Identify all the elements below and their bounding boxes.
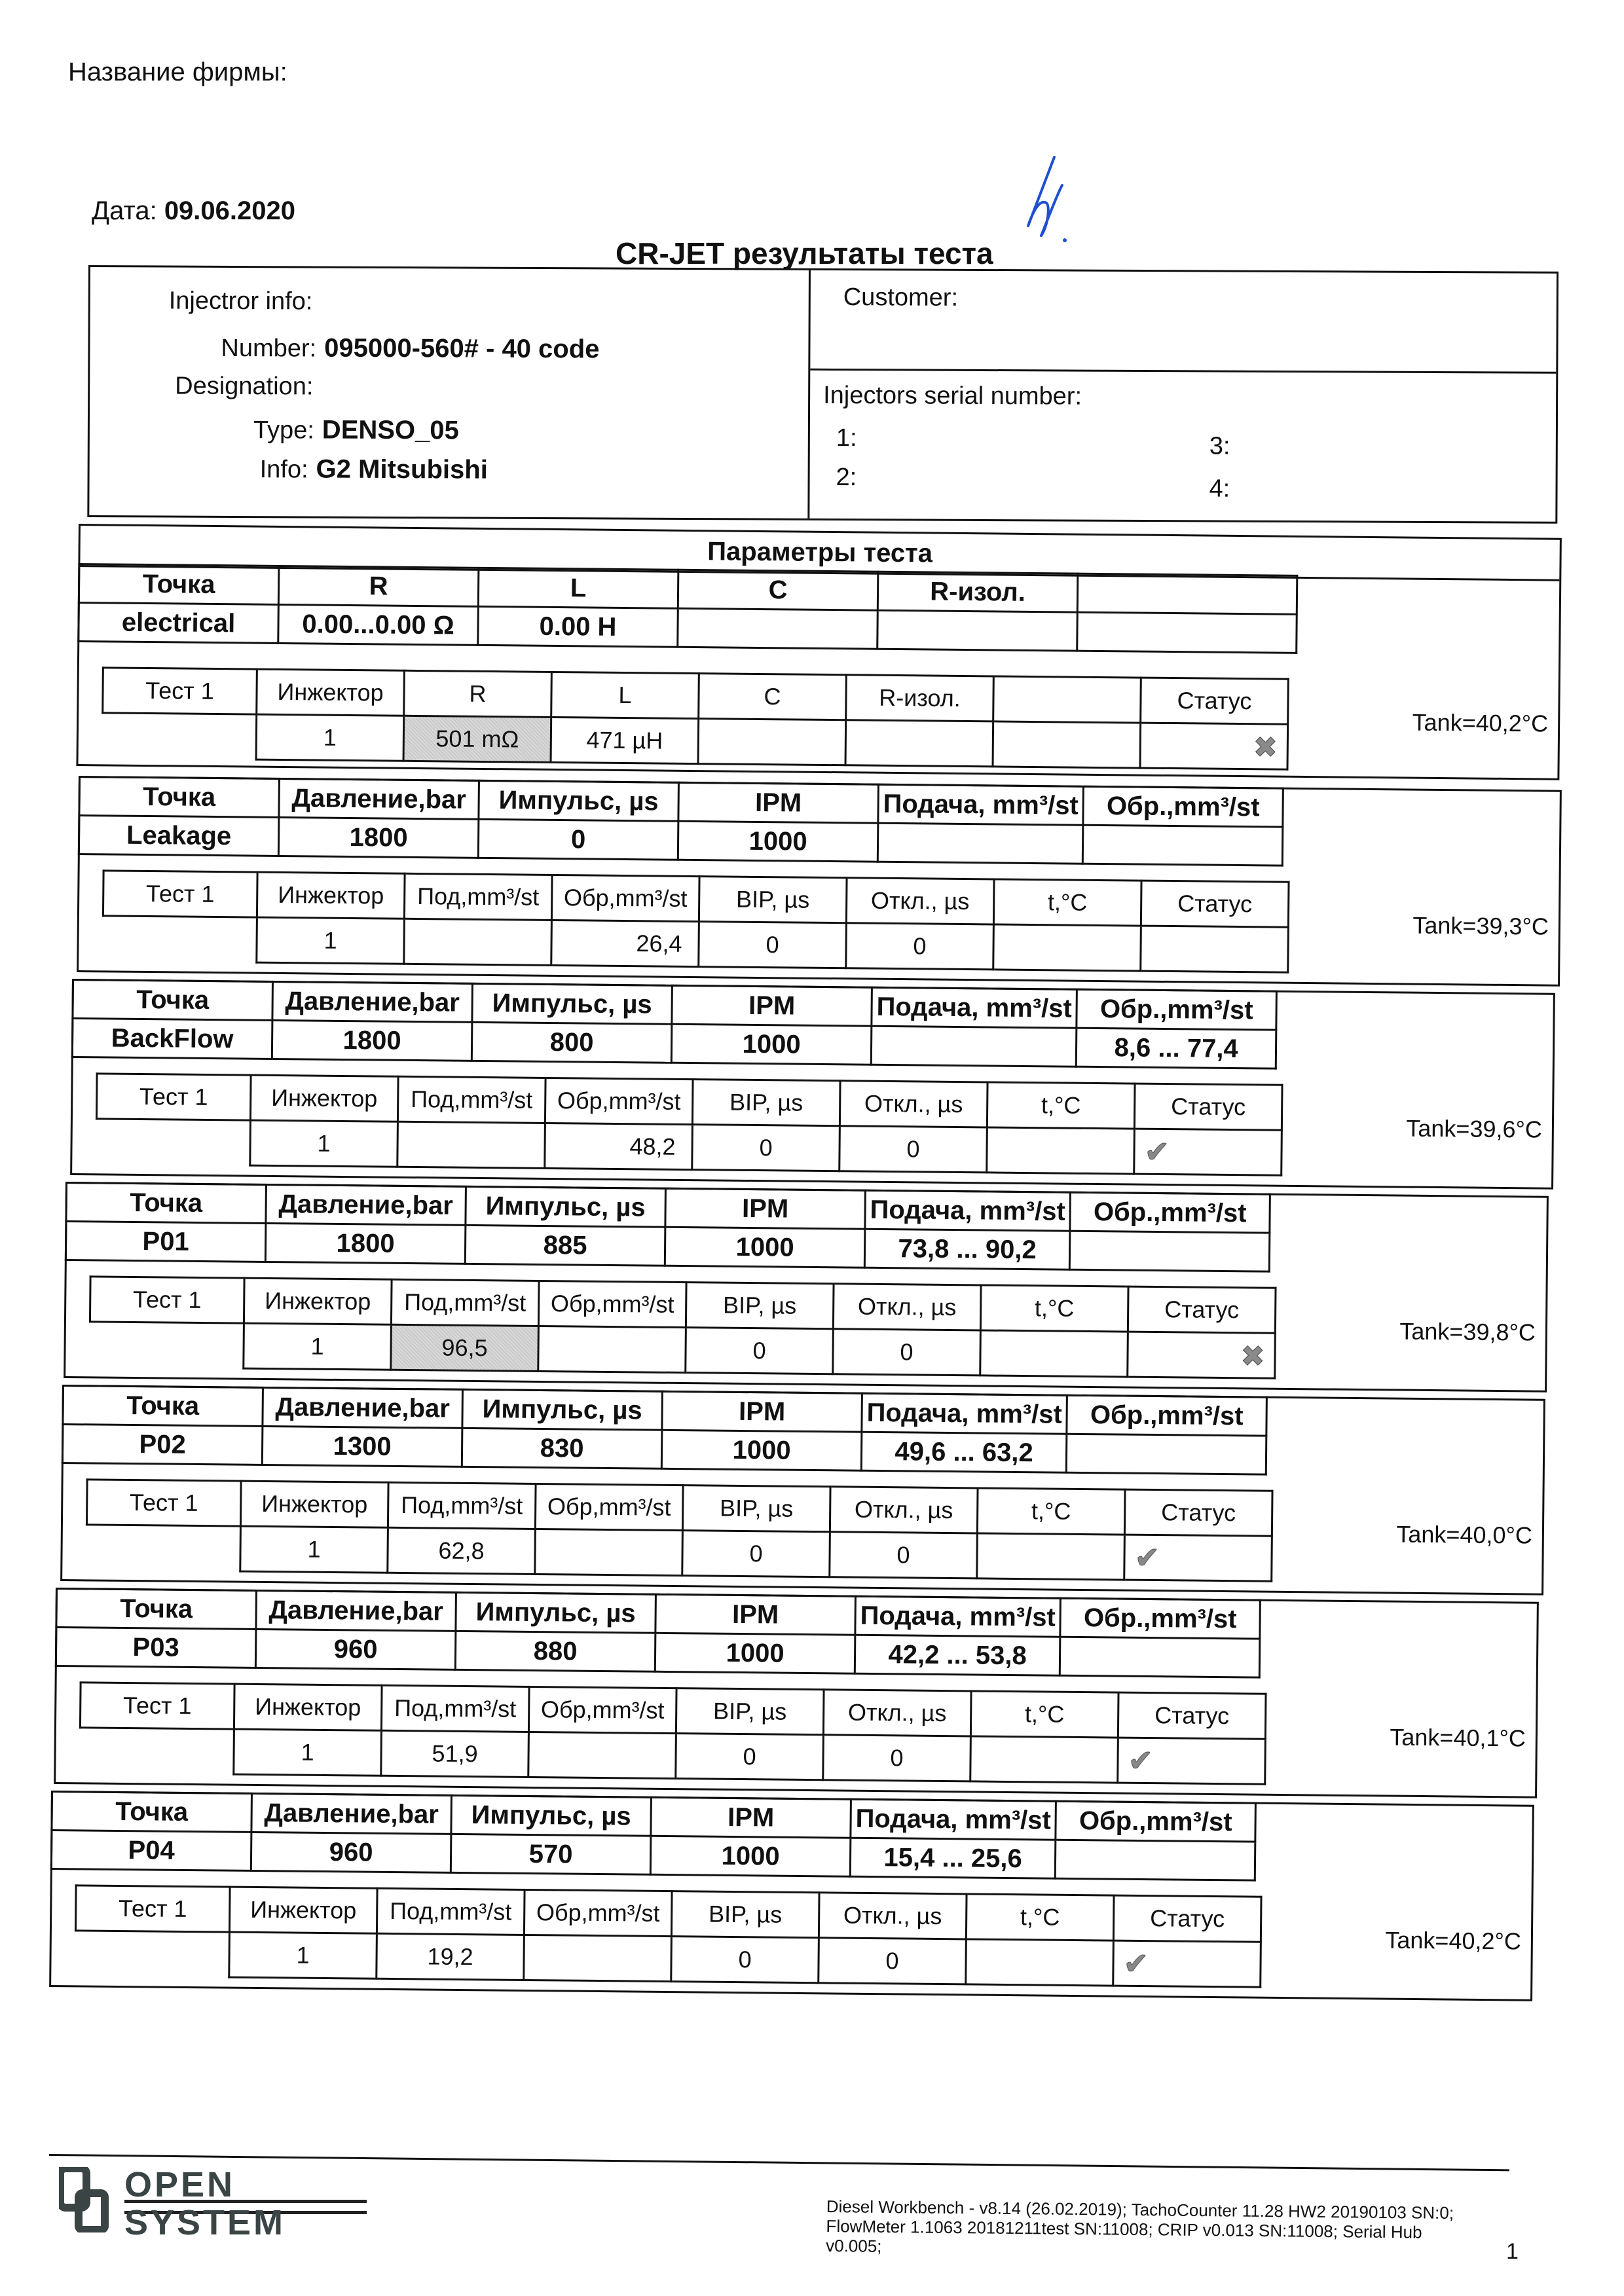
delivery-range: 15,4 ... 25,6 [850,1838,1056,1878]
pulse-value: 570 [451,1834,651,1874]
col-res-delivery: Под,mm³/st [388,1482,536,1529]
col-res-backflow: Обр,mm³/st [524,1889,672,1936]
deviation-value: 0 [819,1938,967,1984]
status-cell [1134,1129,1282,1175]
test-label: Тест 1 [96,1074,251,1120]
date-label: Дата: [92,196,157,225]
col-pressure: Давление,bar [263,1387,463,1428]
col-point: Точка [79,777,280,818]
col-pulse: Импульс, µs [462,1389,663,1430]
temperature-value [977,1533,1125,1580]
delivery-range [871,1026,1077,1066]
col-point: Точка [56,1589,257,1630]
injector-info-box [87,265,1559,524]
col-pulse: Импульс, µs [479,780,679,821]
tank-temperature: Tank=39,8°C [1399,1317,1536,1346]
injector-number: 1 [244,1323,392,1370]
backflow-range [1082,825,1283,866]
col-pulse: Импульс, µs [472,983,673,1024]
r-iso-range [877,610,1078,651]
col-ipm: IPM [662,1391,862,1432]
bip-value: 0 [686,1328,834,1374]
company-name-label: Название фирмы: [68,58,287,86]
col-point: Точка [63,1386,263,1427]
tank-temperature: Tank=40,1°C [1390,1723,1526,1752]
col-c: C [678,570,878,610]
res-backflow [535,1529,683,1575]
point-name: P04 [51,1831,251,1871]
blank-cell [102,713,257,759]
col-backflow: Обр.,mm³/st [1060,1598,1261,1639]
point-results-table [85,1478,1273,1582]
blank-cell [103,916,257,962]
col-pressure: Давление,bar [279,778,479,819]
point-name: BackFlow [72,1019,272,1059]
serial-3-label: 3: [1209,432,1230,460]
col-delivery: Подача, mm³/st [855,1596,1061,1637]
fail-cross-icon: ✖ [1253,731,1278,764]
col-bip: BIP, µs [682,1485,830,1532]
l-result: 471 µH [551,717,699,763]
col-l: L [478,568,678,608]
customer-panel [809,270,1557,522]
injector-number-row [221,333,599,365]
col-status: Статус [1118,1692,1266,1739]
deviation-value: 0 [840,1126,987,1173]
pressure-value: 960 [251,1832,451,1872]
col-backflow: Обр.,mm³/st [1070,1192,1270,1233]
col-injector: Инжектор [240,1481,388,1527]
col-deviation: Откл., µs [833,1284,981,1330]
col-pressure: Давление,bar [251,1793,452,1834]
col-delivery: Подача, mm³/st [878,784,1084,825]
col-deviation: Откл., µs [830,1487,978,1533]
test-label: Тест 1 [75,1886,230,1932]
col-deviation: Откл., µs [846,878,994,924]
col-pulse: Импульс, µs [466,1186,666,1227]
test-label: Тест 1 [103,668,257,714]
injector-number: 1 [256,714,404,761]
col-backflow: Обр.,mm³/st [1067,1395,1267,1436]
tank-temperature: Tank=40,2°C [1385,1926,1522,1955]
report-date [92,196,295,226]
col-backflow: Обр.,mm³/st [1056,1801,1256,1842]
col-point: Точка [79,564,279,605]
pass-check-icon: ✔ [1144,1134,1170,1169]
r-range: 0.00...0.00 Ω [278,604,479,645]
handwritten-signature-icon [1022,154,1080,246]
page-number: 1 [1506,2239,1519,2264]
col-delivery: Подача, mm³/st [851,1799,1056,1840]
col-injector: Инжектор [257,669,405,716]
point-name: electrical [79,603,279,644]
serial-4-label: 4: [1209,475,1230,503]
col-bip: BIP, µs [686,1283,834,1329]
col-res-delivery: Под,mm³/st [397,1076,545,1123]
ipm-value: 1000 [650,1836,851,1876]
col-res-delivery: Под,mm³/st [377,1888,525,1935]
bip-value: 0 [692,1125,840,1171]
backflow-range [1060,1637,1260,1677]
serial-1-label: 1: [836,424,857,452]
res-backflow [524,1935,672,1981]
type-row [253,415,459,445]
res-delivery [397,1121,545,1168]
number-label: Number: [221,334,317,363]
col-ipm: IPM [655,1594,856,1635]
blank-cell [75,1931,230,1977]
res-delivery: 62,8 [388,1527,536,1574]
point-params-table [78,776,1284,867]
pulse-value: 830 [462,1428,662,1468]
injector-number: 1 [234,1729,382,1776]
serials-label: Injectors serial number: [823,381,1082,410]
res-backflow: 48,2 [545,1123,693,1169]
col-status: Статус [1134,1084,1282,1130]
point-params-table [55,1588,1261,1679]
test-label: Тест 1 [103,871,257,917]
col-status: Статус [1141,678,1289,724]
heading-label: Injectror info: [168,287,313,316]
electrical-results-table [101,666,1289,770]
ipm-value: 1000 [671,1024,872,1065]
test-label: Тест 1 [90,1277,244,1323]
injector-number: 1 [240,1526,388,1573]
col-status: Статус [1113,1895,1261,1942]
col-ipm: IPM [665,1188,866,1229]
col-c: C [699,674,847,720]
status-cell [1128,1332,1276,1378]
col-delivery: Подача, mm³/st [862,1393,1067,1434]
col-injector: Инжектор [244,1278,392,1324]
point-params-table [71,979,1278,1070]
col-status: Статус [1124,1489,1272,1536]
report-title: CR-JET результаты теста [616,236,993,270]
col-r-iso: R-изол. [877,572,1078,612]
pass-check-icon: ✔ [1134,1540,1160,1575]
backflow-range [1066,1434,1266,1474]
blank-cell [96,1119,251,1165]
c-result [698,719,846,765]
col-backflow: Обр.,mm³/st [1077,989,1277,1030]
col-status: Статус [1128,1286,1276,1333]
res-backflow: 26,4 [551,920,699,966]
col-temperature: t,°C [966,1894,1114,1941]
col-bip: BIP, µs [699,877,847,923]
tank-temperature: Tank=39,3°C [1412,911,1549,940]
deviation-value: 0 [823,1735,971,1781]
col-r-iso: R-изол. [846,675,994,721]
col-temperature: t,°C [993,879,1141,926]
designation-label: Designation: [175,372,314,401]
open-system-logo [59,2165,373,2242]
ipm-value: 1000 [678,821,878,862]
temperature-value [966,1939,1114,1986]
col-res-backflow: Обр,mm³/st [551,875,699,921]
col-res-backflow: Обр,mm³/st [545,1078,693,1124]
tank-temperature: Tank=39,6°C [1406,1114,1543,1143]
status-cell [1141,926,1289,972]
deviation-value: 0 [833,1329,981,1376]
col-pulse: Импульс, µs [456,1592,656,1633]
info-label: Info: [259,456,308,484]
temperature-value [987,1127,1135,1174]
delivery-range: 42,2 ... 53,8 [855,1635,1060,1675]
col-ipm: IPM [678,782,879,823]
empty-range [1077,612,1297,653]
injector-number: 1 [257,917,405,964]
col-delivery: Подача, mm³/st [865,1190,1071,1231]
point-results-table [101,869,1289,973]
r-result: 501 mΩ [403,716,551,762]
type-label: Type: [253,416,314,445]
temperature-value [980,1330,1128,1377]
col-status: Статус [1141,881,1289,927]
pulse-value: 0 [478,819,678,860]
pulse-value: 800 [471,1022,672,1063]
empty-result [993,721,1141,768]
ipm-value: 1000 [661,1430,862,1470]
delivery-range: 73,8 ... 90,2 [864,1229,1070,1269]
col-point: Точка [66,1183,267,1224]
tank-temperature: Tank=40,0°C [1396,1520,1533,1549]
test-point-block-p01 [64,1182,1549,1393]
col-deviation: Откл., µs [823,1690,971,1736]
designation-row [175,373,321,401]
customer-label: Customer: [843,283,959,312]
col-ipm: IPM [672,985,872,1026]
col-r: R [404,670,552,717]
test-point-block-p02 [60,1385,1545,1595]
test-point-block-p03 [54,1588,1539,1798]
point-results-table [95,1072,1283,1176]
col-res-delivery: Под,mm³/st [404,873,552,920]
info-value: G2 Mitsubishi [316,454,488,484]
electrical-params-table [77,563,1298,654]
params-title: Параметры теста [80,526,1560,581]
col-deviation: Откл., µs [840,1081,987,1127]
info-row [260,454,488,485]
col-res-backflow: Обр,mm³/st [528,1686,676,1733]
type-value: DENSO_05 [322,415,459,445]
ipm-value: 1000 [665,1227,865,1267]
test-label: Тест 1 [86,1480,241,1526]
col-r: R [278,566,479,606]
pulse-value: 880 [455,1631,655,1671]
delivery-range [877,823,1083,864]
col-ipm: IPM [651,1797,851,1838]
pressure-value: 1800 [265,1223,466,1264]
backflow-range [1069,1231,1270,1271]
status-cell [1113,1941,1261,1987]
col-deviation: Откл., µs [819,1893,967,1939]
col-bip: BIP, µs [692,1080,840,1126]
status-cell [1140,723,1288,769]
point-params-table [62,1385,1268,1476]
point-results-table [79,1681,1266,1785]
col-l: L [551,672,699,718]
bip-value: 0 [676,1734,824,1780]
res-delivery: 96,5 [391,1324,539,1371]
col-bip: BIP, µs [676,1688,824,1735]
col-pressure: Давление,bar [256,1590,456,1631]
test-point-block-p04 [49,1791,1534,2001]
pressure-value: 1800 [278,817,479,858]
r-iso-result [845,720,993,767]
l-range: 0.00 H [478,606,678,647]
logo-text-open: OPEN [124,2165,236,2204]
col-injector: Инжектор [250,1075,398,1121]
electrical-block [76,524,1561,780]
col-res-delivery: Под,mm³/st [381,1685,529,1732]
pass-check-icon: ✔ [1128,1743,1154,1778]
bip-value: 0 [671,1937,819,1983]
point-results-table [88,1275,1276,1379]
customer-section [810,270,1557,374]
deviation-value: 0 [846,923,994,970]
number-value: 095000-560# - 40 code [324,333,600,364]
point-results-table [74,1884,1262,1988]
tank-temperature: Tank=40,2°C [1412,708,1549,737]
serial-2-label: 2: [836,463,857,492]
temperature-value [993,924,1141,971]
pressure-value: 1300 [262,1426,462,1467]
col-backflow: Обр.,mm³/st [1083,786,1283,827]
col-pulse: Импульс, µs [451,1795,652,1836]
col-bip: BIP, µs [671,1891,819,1938]
col-empty [993,676,1141,723]
pressure-value: 1800 [272,1020,472,1061]
test-label: Тест 1 [80,1683,234,1729]
col-point: Точка [52,1792,252,1832]
fail-cross-icon: ✖ [1240,1340,1265,1373]
point-name: P02 [62,1425,263,1465]
col-res-backflow: Обр,mm³/st [535,1484,683,1530]
point-params-table [65,1182,1271,1273]
col-delivery: Подача, mm³/st [872,987,1077,1028]
bip-value: 0 [699,922,847,968]
injector-number: 1 [250,1120,398,1167]
col-res-backflow: Обр,mm³/st [538,1281,686,1327]
point-name: P03 [56,1628,256,1668]
status-cell [1124,1535,1272,1581]
res-delivery: 19,2 [377,1933,525,1980]
pulse-value: 885 [465,1225,665,1266]
delivery-range: 49,6 ... 63,2 [861,1432,1067,1472]
col-temperature: t,°C [977,1488,1125,1535]
deviation-value: 0 [830,1532,978,1578]
blank-cell [90,1322,244,1368]
res-delivery: 51,9 [381,1730,529,1777]
col-temperature: t,°C [980,1285,1128,1332]
backflow-range: 8,6 ... 77,4 [1076,1028,1276,1068]
blank-cell [80,1728,234,1774]
ipm-value: 1000 [655,1633,855,1673]
col-empty [1077,574,1297,614]
res-backflow [538,1326,686,1372]
pressure-value: 960 [255,1629,456,1669]
res-delivery [404,919,552,965]
status-cell [1118,1738,1266,1784]
col-injector: Инжектор [234,1684,382,1730]
col-temperature: t,°C [970,1691,1118,1738]
point-name: P01 [65,1222,266,1262]
blank-cell [86,1525,241,1571]
res-backflow [528,1732,676,1778]
software-info: Diesel Workbench - v8.14 (26.02.2019); TachoCounter 11.28 HW2 20190103 SN:0; FlowMeter 1.1063 20181211test SN:11008; CRIP v0.013 SN:11008; Serial Hub v0.005; [826,2196,1454,2256]
c-range [678,608,878,649]
col-res-delivery: Под,mm³/st [391,1279,539,1326]
logo-text-system: SYSTEM [124,2203,286,2242]
pass-check-icon: ✔ [1123,1946,1149,1981]
bip-value: 0 [682,1531,830,1577]
date-value: 09.06.2020 [164,196,296,225]
injector-number: 1 [229,1932,377,1978]
temperature-value [970,1736,1118,1783]
logo-mark-icon [59,2167,118,2232]
point-name: Leakage [79,816,279,856]
col-injector: Инжектор [257,872,405,919]
col-injector: Инжектор [229,1887,377,1933]
test-point-block-backflow [70,979,1555,1190]
injector-info-heading [169,287,313,316]
col-pressure: Давление,bar [272,981,473,1022]
backflow-range [1055,1840,1255,1880]
col-point: Точка [73,980,273,1021]
test-point-block-leakage [77,776,1562,987]
col-pressure: Давление,bar [266,1184,466,1225]
col-temperature: t,°C [987,1082,1135,1129]
injector-info-panel [89,267,811,519]
point-params-table [50,1791,1257,1882]
